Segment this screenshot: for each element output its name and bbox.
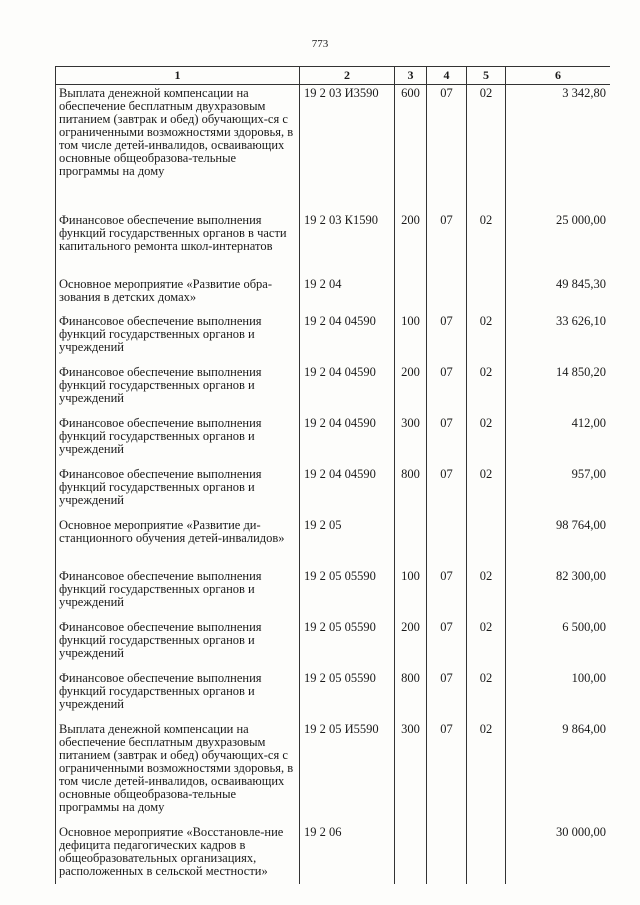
row-col4-cell bbox=[427, 276, 467, 313]
column-header-1: 1 bbox=[56, 67, 300, 85]
row-col4-cell bbox=[427, 824, 467, 884]
column-header-4: 4 bbox=[427, 67, 467, 85]
row-col3-cell: 800 bbox=[395, 466, 427, 517]
row-col3-cell: 600 bbox=[395, 85, 427, 212]
row-name-cell: Основное мероприятие «Восстановле-ние дефицита педагогических кадров в общеобразовательных организациях, расположенных в сельской местности» bbox=[56, 824, 300, 884]
row-name-cell: Финансовое обеспечение выполнения функций государственных органов и учреждений bbox=[56, 619, 300, 670]
column-header-2: 2 bbox=[300, 67, 395, 85]
row-amount-cell: 82 300,00 bbox=[506, 568, 611, 619]
column-header-3: 3 bbox=[395, 67, 427, 85]
row-col3-cell bbox=[395, 824, 427, 884]
row-code-cell: 19 2 04 04590 bbox=[300, 415, 395, 466]
table-row bbox=[56, 212, 611, 276]
row-code-cell: 19 2 03 К1590 bbox=[300, 212, 395, 276]
row-name-cell: Финансовое обеспечение выполнения функций государственных органов и учреждений bbox=[56, 466, 300, 517]
row-col4-cell: 07 bbox=[427, 85, 467, 212]
table-row bbox=[56, 466, 611, 517]
row-name-cell: Финансовое обеспечение выполнения функций государственных органов и учреждений bbox=[56, 415, 300, 466]
row-amount-cell: 9 864,00 bbox=[506, 721, 611, 824]
table-row bbox=[56, 276, 611, 313]
row-name-cell: Основное мероприятие «Развитие обра-зования в детских домах» bbox=[56, 276, 300, 313]
row-amount-cell: 957,00 bbox=[506, 466, 611, 517]
row-col3-cell: 100 bbox=[395, 568, 427, 619]
row-col3-cell bbox=[395, 517, 427, 568]
row-col3-cell: 200 bbox=[395, 364, 427, 415]
row-amount-cell: 100,00 bbox=[506, 670, 611, 721]
row-col4-cell: 07 bbox=[427, 721, 467, 824]
row-code-cell: 19 2 05 05590 bbox=[300, 568, 395, 619]
row-col4-cell: 07 bbox=[427, 313, 467, 364]
row-col4-cell bbox=[427, 517, 467, 568]
row-name-cell: Финансовое обеспечение выполнения функций государственных органов и учреждений bbox=[56, 364, 300, 415]
row-name-cell: Финансовое обеспечение выполнения функций государственных органов и учреждений bbox=[56, 568, 300, 619]
row-col3-cell bbox=[395, 276, 427, 313]
row-code-cell: 19 2 04 bbox=[300, 276, 395, 313]
row-col4-cell: 07 bbox=[427, 568, 467, 619]
row-col4-cell: 07 bbox=[427, 415, 467, 466]
row-col4-cell: 07 bbox=[427, 212, 467, 276]
row-col3-cell: 100 bbox=[395, 313, 427, 364]
table-body bbox=[56, 85, 611, 884]
row-col5-cell: 02 bbox=[467, 670, 506, 721]
row-col5-cell: 02 bbox=[467, 466, 506, 517]
row-col3-cell: 300 bbox=[395, 721, 427, 824]
row-col5-cell: 02 bbox=[467, 721, 506, 824]
row-col5-cell: 02 bbox=[467, 313, 506, 364]
row-col5-cell bbox=[467, 276, 506, 313]
row-code-cell: 19 2 05 И5590 bbox=[300, 721, 395, 824]
row-amount-cell: 412,00 bbox=[506, 415, 611, 466]
row-code-cell: 19 2 05 05590 bbox=[300, 670, 395, 721]
row-name-cell: Выплата денежной компенсации на обеспечение бесплатным двухразовым питанием (завтрак и обед) обучающих-ся с ограниченными возможностями здоровья, в том числе детей-инвалидов, осваивающих основные общеобразова-тельные программы на дому bbox=[56, 721, 300, 824]
row-col4-cell: 07 bbox=[427, 364, 467, 415]
row-col3-cell: 300 bbox=[395, 415, 427, 466]
table-row bbox=[56, 824, 611, 884]
page-number: 773 bbox=[311, 38, 329, 50]
row-amount-cell: 3 342,80 bbox=[506, 85, 611, 212]
row-col3-cell: 200 bbox=[395, 212, 427, 276]
row-col5-cell: 02 bbox=[467, 364, 506, 415]
column-header-6: 6 bbox=[506, 67, 611, 85]
row-amount-cell: 25 000,00 bbox=[506, 212, 611, 276]
row-name-cell: Финансовое обеспечение выполнения функций государственных органов в части капитального ремонта школ-интернатов bbox=[56, 212, 300, 276]
row-col5-cell bbox=[467, 517, 506, 568]
budget-table bbox=[55, 66, 610, 884]
table-row bbox=[56, 364, 611, 415]
row-code-cell: 19 2 04 04590 bbox=[300, 466, 395, 517]
table-row bbox=[56, 313, 611, 364]
table-row bbox=[56, 619, 611, 670]
table-row bbox=[56, 721, 611, 824]
table-row bbox=[56, 415, 611, 466]
row-col5-cell: 02 bbox=[467, 415, 506, 466]
row-amount-cell: 49 845,30 bbox=[506, 276, 611, 313]
table-row bbox=[56, 568, 611, 619]
row-name-cell: Основное мероприятие «Развитие ди-станционного обучения детей-инвалидов» bbox=[56, 517, 300, 568]
row-code-cell: 19 2 04 04590 bbox=[300, 364, 395, 415]
budget-table-container bbox=[55, 66, 610, 905]
row-col4-cell: 07 bbox=[427, 619, 467, 670]
row-col3-cell: 200 bbox=[395, 619, 427, 670]
row-col5-cell: 02 bbox=[467, 85, 506, 212]
row-amount-cell: 98 764,00 bbox=[506, 517, 611, 568]
row-col5-cell: 02 bbox=[467, 212, 506, 276]
column-header-5: 5 bbox=[467, 67, 506, 85]
row-code-cell: 19 2 03 И3590 bbox=[300, 85, 395, 212]
row-col5-cell: 02 bbox=[467, 568, 506, 619]
row-name-cell: Финансовое обеспечение выполнения функций государственных органов и учреждений bbox=[56, 313, 300, 364]
row-name-cell: Выплата денежной компенсации на обеспечение бесплатным двухразовым питанием (завтрак и обед) обучающих-ся с ограниченными возможностями здоровья, в том числе детей-инвалидов, осваивающих основные общеобразова-тельные программы на дому bbox=[56, 85, 300, 212]
row-col5-cell: 02 bbox=[467, 619, 506, 670]
row-amount-cell: 6 500,00 bbox=[506, 619, 611, 670]
row-code-cell: 19 2 05 bbox=[300, 517, 395, 568]
table-row bbox=[56, 670, 611, 721]
row-col4-cell: 07 bbox=[427, 466, 467, 517]
table-row bbox=[56, 517, 611, 568]
table-row bbox=[56, 85, 611, 212]
row-code-cell: 19 2 05 05590 bbox=[300, 619, 395, 670]
row-amount-cell: 33 626,10 bbox=[506, 313, 611, 364]
row-code-cell: 19 2 04 04590 bbox=[300, 313, 395, 364]
row-col5-cell bbox=[467, 824, 506, 884]
row-amount-cell: 14 850,20 bbox=[506, 364, 611, 415]
table-header-row bbox=[56, 67, 611, 85]
row-amount-cell: 30 000,00 bbox=[506, 824, 611, 884]
row-code-cell: 19 2 06 bbox=[300, 824, 395, 884]
row-name-cell: Финансовое обеспечение выполнения функций государственных органов и учреждений bbox=[56, 670, 300, 721]
row-col3-cell: 800 bbox=[395, 670, 427, 721]
row-col4-cell: 07 bbox=[427, 670, 467, 721]
